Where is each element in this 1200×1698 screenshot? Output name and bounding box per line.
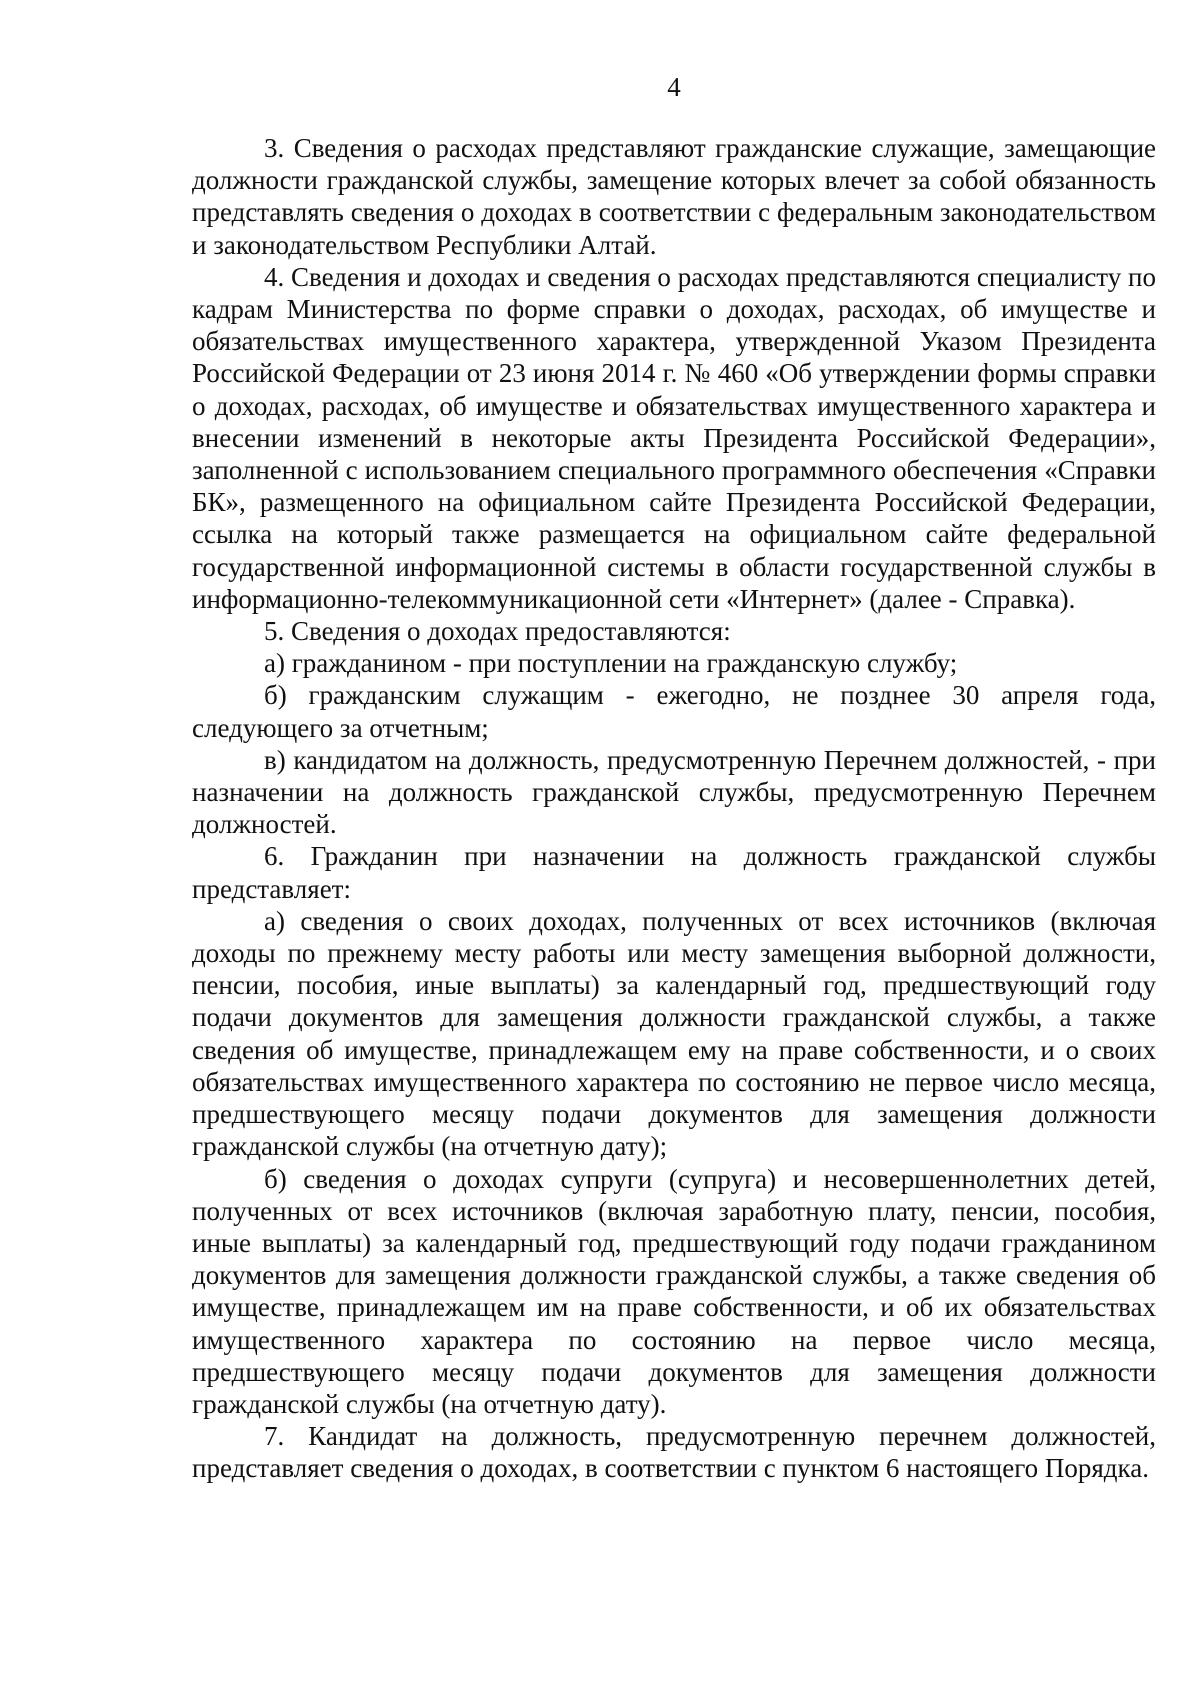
paragraph-6a: а) сведения о своих доходах, полученных от всех источников (включая доходы по прежнему месту работы или месту замещения выборной должности, пенсии, пособия, иные выплаты) за календарный год, предшествующий году подачи документов для замещения должности гражданской службы, а также сведения об имуществе, принадлежащем ему на праве собственности, и о своих обязательствах имущественного характера по состоянию не первое число месяца, предшествующего месяцу подачи документов для замещения должности гражданской службы (на отчетную дату);	[192, 905, 1156, 1162]
page-number: 4	[667, 72, 681, 102]
paragraph-5a: а) гражданином - при поступлении на гражданскую службу;	[264, 648, 958, 679]
paragraph-5b: б) гражданским служащим - ежегодно, не позднее 30 апреля года, следующего за отчетным;	[192, 680, 1156, 743]
paragraph-3: 3. Сведения о расходах представляют гражданские служащие, замещающие должности гражданской службы, замещение которых влечет за собой обязанность представлять сведения о доходах в соответствии с федеральным законодательством и законодательством Республики Алтай.	[192, 133, 1156, 260]
document-body	[192, 132, 1156, 1485]
paragraph-6: 6. Гражданин при назначении на должность гражданской службы представляет:	[192, 841, 1156, 904]
paragraph-5: 5. Сведения о доходах предоставляются:	[264, 616, 731, 647]
paragraph-4: 4. Сведения и доходах и сведения о расходах представляются специалисту по кадрам Министерства по форме справки о доходах, расходах, об имуществе и обязательствах имущественного характера, утвержденной Указом Президента Российской Федерации от 23 июня 2014 г. № 460 «Об утверждении формы справки о доходах, расходах, об имуществе и обязательствах имущественного характера и внесении изменений в некоторые акты Президента Российской Федерации», заполненной с использованием специального программного обеспечения «Справки БК», размещенного на официальном сайте Президента Российской Федерации, ссылка на который также размещается на официальном сайте федеральной государственной информационной системы в области государственной службы в информационно-телекоммуникационной сети «Интернет» (далее - Справка).	[192, 261, 1156, 614]
paragraph-6b: б) сведения о доходах супруги (супруга) и несовершеннолетних детей, полученных от всех источников (включая заработную плату, пенсии, пособия, иные выплаты) за календарный год, предшествующий году подачи гражданином документов для замещения должности гражданской службы, а также сведения об имуществе, принадлежащем им на праве собственности, и об их обязательствах имущественного характера по состоянию на первое число месяца, предшествующего месяцу подачи документов для замещения должности гражданской службы (на отчетную дату).	[192, 1163, 1156, 1419]
paragraph-5v: в) кандидатом на должность, предусмотренную Перечнем должностей, - при назначении на должность гражданской службы, предусмотренную Перечнем должностей.	[192, 744, 1156, 840]
paragraph-7: 7. Кандидат на должность, предусмотренную перечнем должностей, представляет сведения о доходах, в соответствии с пунктом 6 настоящего Порядка.	[192, 1421, 1156, 1484]
